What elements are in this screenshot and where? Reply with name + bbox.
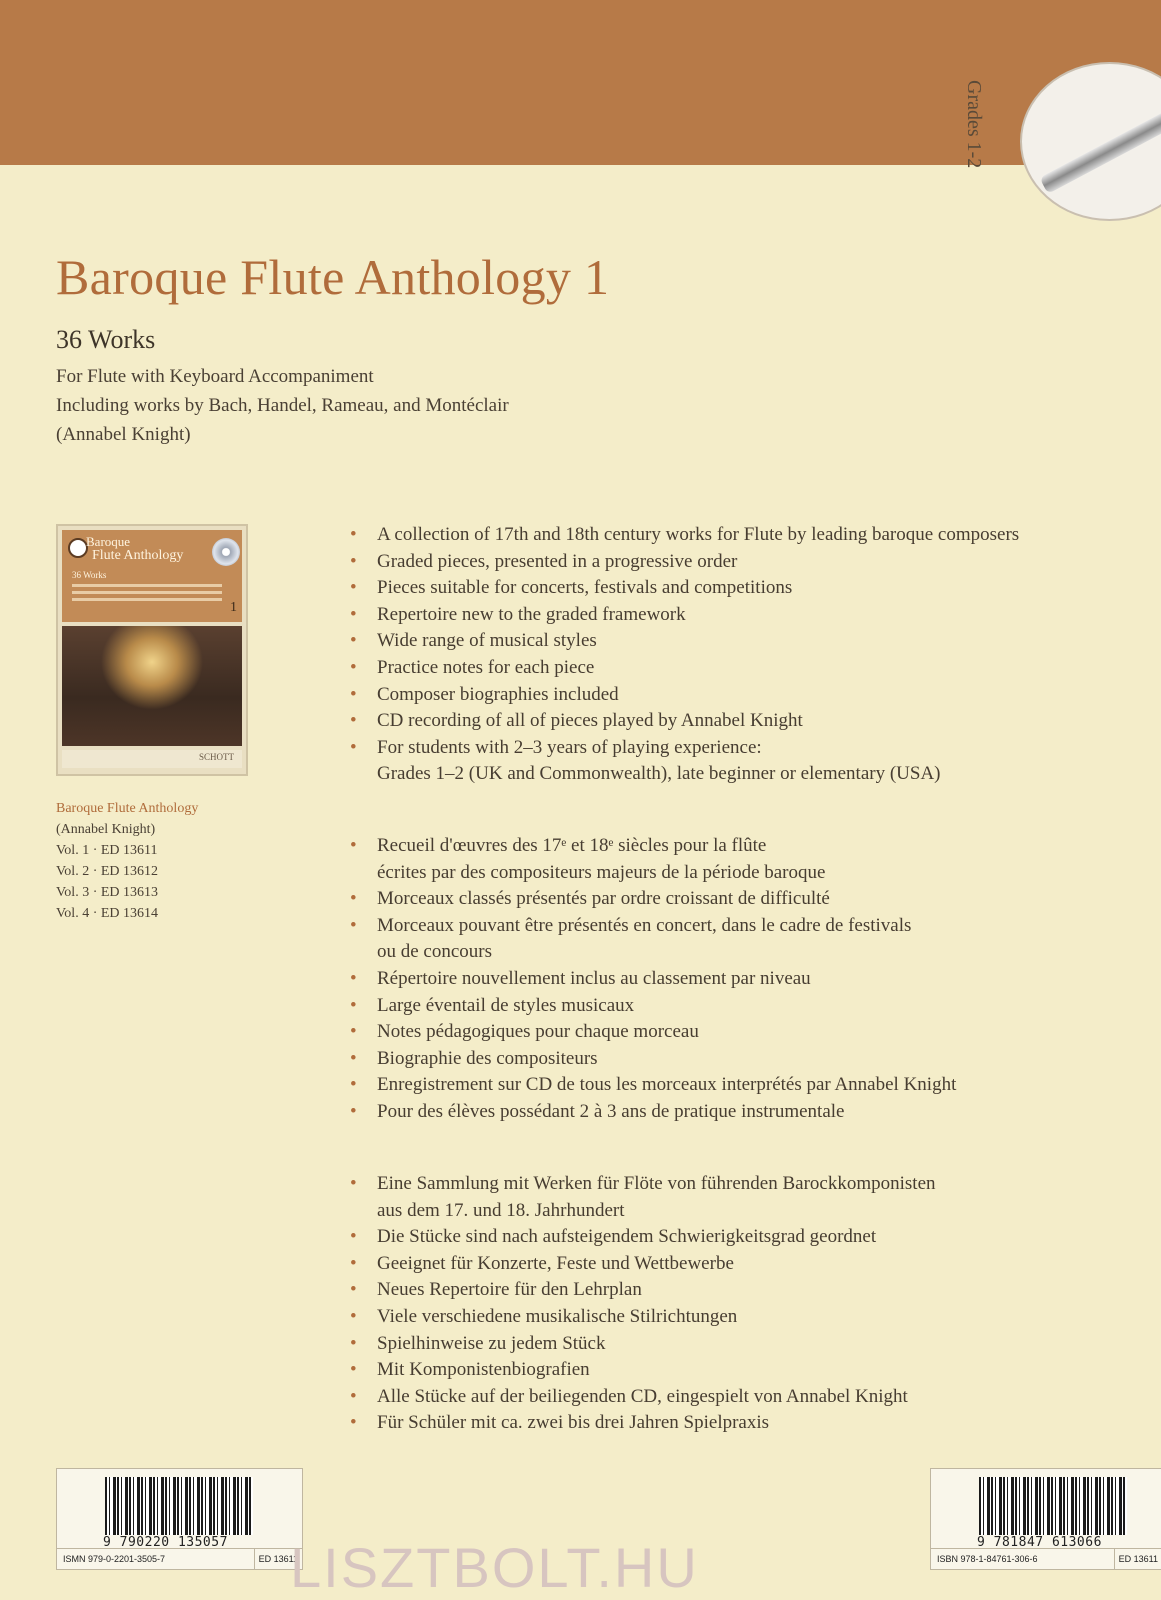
bullet-text: Geeignet für Konzerte, Feste und Wettbewerbe (377, 1252, 734, 1274)
bullet-icon: • (350, 603, 357, 625)
isbn-barcode (930, 1468, 1161, 1570)
french-feature-list (349, 833, 956, 1126)
bullet-icon: • (350, 1332, 357, 1354)
publisher-logo: SCHOTT (198, 752, 234, 762)
bullet-item (349, 575, 1019, 602)
bullet-item (349, 1410, 936, 1437)
bullet-icon: • (350, 1252, 357, 1274)
bullet-icon: • (350, 656, 357, 678)
top-color-band (0, 0, 1161, 165)
cover-title-line2: Flute Anthology (92, 548, 184, 563)
bullet-item (349, 655, 1019, 682)
bullet-item (349, 1357, 936, 1384)
bullet-item (349, 1099, 956, 1126)
description-line: Including works by Bach, Handel, Rameau, and Montéclair (56, 395, 509, 416)
description (56, 362, 509, 449)
bullet-text: Wide range of musical styles (377, 630, 597, 652)
barcode-icon (979, 1477, 1127, 1535)
bullet-icon: • (350, 1021, 357, 1043)
bullet-item (349, 1046, 956, 1073)
page-title: Baroque Flute Anthology 1 (56, 249, 610, 305)
cover-small-text (72, 584, 222, 605)
bullet-text: Alle Stücke auf der beiliegenden CD, eingespielt von Annabel Knight (377, 1385, 908, 1407)
barcode-icon (105, 1477, 253, 1535)
isbn-code: ISBN 978-1-84761-306-6 (937, 1554, 1038, 1564)
bullet-text: Practice notes for each piece (377, 656, 595, 678)
bullet-item (349, 1019, 956, 1046)
bullet-item (349, 1072, 956, 1099)
bullet-text: Die Stücke sind nach aufsteigendem Schwierigkeitsgrad geordnet (377, 1226, 877, 1248)
bullet-icon: • (350, 1412, 357, 1434)
bullet-item (349, 993, 956, 1020)
bullet-text: Mit Komponistenbiografien (377, 1359, 590, 1381)
bullet-item-continuation (349, 860, 956, 887)
bullet-icon: • (350, 736, 357, 758)
bullet-text: aus dem 17. und 18. Jahrhundert (377, 1199, 625, 1221)
ismn-barcode (56, 1468, 303, 1570)
bullet-item (349, 1331, 936, 1358)
book-cover-thumbnail (56, 524, 248, 776)
cd-badge-icon (68, 538, 88, 558)
grades-tab-label: Grades 1-2 (963, 80, 985, 169)
bullet-item (349, 886, 956, 913)
bullet-icon: • (350, 1047, 357, 1069)
bullet-item (349, 628, 1019, 655)
bullet-text: Für Schüler mit ca. zwei bis drei Jahren Spielpraxis (377, 1412, 770, 1434)
bullet-text: Pieces suitable for concerts, festivals and competitions (377, 577, 793, 599)
ismn-code: ISMN 979-0-2201-3505-7 (63, 1554, 166, 1564)
bullet-icon: • (350, 1100, 357, 1122)
bullet-icon: • (350, 835, 357, 856)
bullet-icon: • (350, 630, 357, 652)
bullet-icon: • (350, 914, 357, 936)
bullet-item (349, 1171, 936, 1198)
series-volume: Vol. 3 · ED 13613 (56, 885, 159, 900)
bullet-text: Morceaux pouvant être présentés en concert, dans le cadre de festivals (377, 914, 912, 936)
bullet-icon: • (350, 1385, 357, 1407)
bullet-item (349, 549, 1019, 576)
bullet-text: Repertoire new to the graded framework (377, 603, 686, 625)
bullet-text: ou de concours (377, 941, 493, 963)
bullet-item (349, 1384, 936, 1411)
bullet-text: For students with 2–3 years of playing experience: (377, 736, 762, 758)
bullet-icon: • (350, 1305, 357, 1327)
barcode-number: 9 790220 135057 (103, 1535, 228, 1550)
barcode-code-row (57, 1548, 302, 1569)
bullet-text: A collection of 17th and 18th century works for Flute by leading baroque composers (377, 524, 1020, 545)
watermark: LISZTBOLT.HU (290, 1536, 699, 1599)
bullet-item (349, 1251, 936, 1278)
english-feature-list (349, 522, 1019, 788)
bullet-icon: • (350, 577, 357, 599)
bullet-text: Viele verschiedene musikalische Stilrichtungen (377, 1305, 738, 1327)
flute-icon (1039, 84, 1161, 194)
bullet-text: Répertoire nouvellement inclus au classement par niveau (377, 967, 811, 989)
bullet-item (349, 1304, 936, 1331)
bullet-icon: • (350, 524, 357, 545)
bullet-item-continuation (349, 939, 956, 966)
bullet-text: Graded pieces, presented in a progressive order (377, 550, 738, 572)
barcode-code-row (931, 1548, 1161, 1569)
bullet-item (349, 966, 956, 993)
description-line: (Annabel Knight) (56, 424, 191, 445)
series-volume: Vol. 1 · ED 13611 (56, 843, 158, 858)
bullet-icon: • (350, 888, 357, 910)
bullet-text: Grades 1–2 (UK and Commonwealth), late beginner or elementary (USA) (377, 763, 941, 785)
bullet-text: Eine Sammlung mit Werken für Flöte von führenden Barockkomponisten (377, 1173, 936, 1194)
bullet-icon: • (350, 710, 357, 732)
bullet-icon: • (350, 1173, 357, 1194)
series-volume: Vol. 2 · ED 13612 (56, 864, 159, 879)
cover-title-line1: Baroque (86, 534, 131, 549)
bullet-icon: • (350, 1226, 357, 1248)
description-line: For Flute with Keyboard Accompaniment (56, 366, 374, 387)
bullet-icon: • (350, 1359, 357, 1381)
bullet-text: Pour des élèves possédant 2 à 3 ans de pratique instrumentale (377, 1100, 845, 1122)
barcode-number: 9 781847 613066 (977, 1535, 1102, 1550)
bullet-text: Spielhinweise zu jedem Stück (377, 1332, 606, 1354)
bullet-item (349, 522, 1019, 549)
bullet-text: Composer biographies included (377, 683, 619, 705)
bullet-icon: • (350, 967, 357, 989)
edition-number: ED 13611 (254, 1549, 298, 1569)
bullet-item (349, 833, 956, 860)
bullet-text: écrites par des compositeurs majeurs de la période baroque (377, 861, 826, 883)
bullet-item-continuation (349, 761, 1019, 788)
cover-header (62, 530, 242, 622)
bullet-item (349, 913, 956, 940)
bullet-text: Large éventail de styles musicaux (377, 994, 635, 1016)
bullet-text: Enregistrement sur CD de tous les morceaux interprétés par Annabel Knight (377, 1074, 957, 1096)
bullet-text: Morceaux classés présentés par ordre croissant de difficulté (377, 888, 830, 910)
series-title: Baroque Flute Anthology (56, 801, 199, 816)
series-volume: Vol. 4 · ED 13614 (56, 906, 159, 921)
bullet-icon: • (350, 683, 357, 705)
bullet-text: Recueil d'œuvres des 17ᵉ et 18ᵉ siècles pour la flûte (377, 835, 767, 856)
bullet-text: Notes pédagogiques pour chaque morceau (377, 1021, 699, 1043)
bullet-icon: • (350, 994, 357, 1016)
bullet-icon: • (350, 550, 357, 572)
cover-painting-image (62, 626, 242, 746)
subtitle: 36 Works (56, 325, 156, 354)
bullet-text: Biographie des compositeurs (377, 1047, 598, 1069)
bullet-text: Neues Repertoire für den Lehrplan (377, 1279, 642, 1301)
edition-number: ED 13611 (1114, 1549, 1158, 1569)
bullet-icon: • (350, 1074, 357, 1096)
cover-subtitle: 36 Works (72, 570, 107, 580)
bullet-item (349, 735, 1019, 762)
bullet-item (349, 708, 1019, 735)
bullet-icon: • (350, 1279, 357, 1301)
cover-volume-number: 1 (230, 600, 237, 615)
bullet-item (349, 1277, 936, 1304)
series-editor: (Annabel Knight) (56, 822, 156, 837)
german-feature-list (349, 1171, 936, 1437)
bullet-item (349, 682, 1019, 709)
bullet-item (349, 602, 1019, 629)
bullet-text: CD recording of all of pieces played by Annabel Knight (377, 710, 803, 732)
cover-footer (62, 750, 242, 768)
cd-icon (212, 538, 240, 566)
bullet-item-continuation (349, 1198, 936, 1225)
series-list (56, 798, 198, 924)
bullet-item (349, 1224, 936, 1251)
